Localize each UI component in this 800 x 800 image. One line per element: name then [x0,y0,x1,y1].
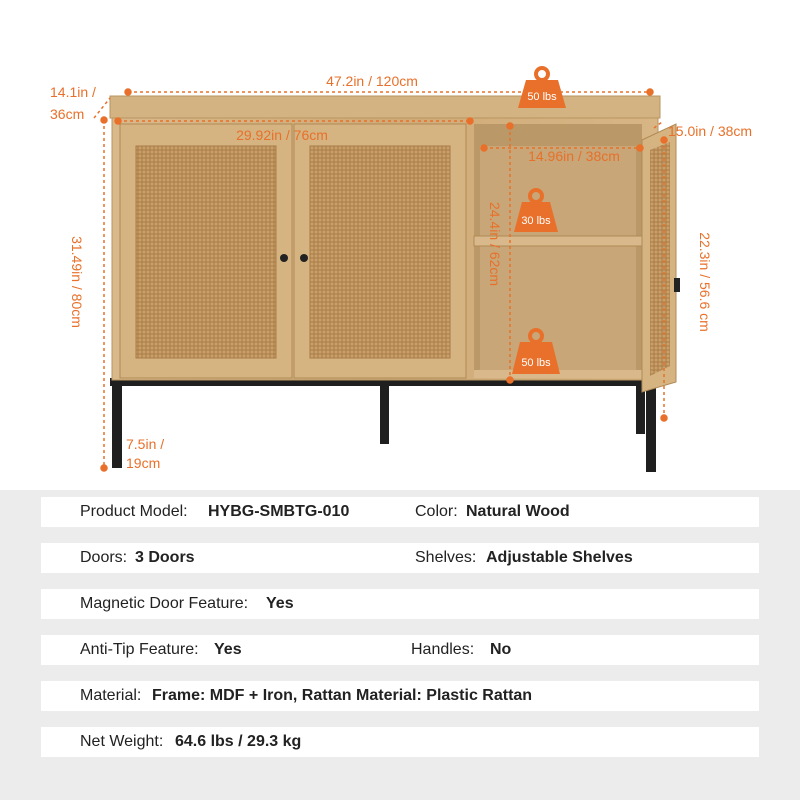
middle-door [294,124,466,378]
spec-label-2: Color: [415,503,458,520]
shelf-depth-outer-label: 15.0in / 38cm [668,123,753,139]
spec-label: Material: [80,687,142,704]
spec-value: Yes [214,641,242,658]
door-knob-right [300,254,308,262]
spec-value: HYBG-SMBTG-010 [208,503,350,520]
height-label: 31.49in / 80cm [69,236,85,328]
leg-height-label-line2: 19cm [126,455,161,471]
weight-icon-top [518,68,566,108]
spec-row-material [41,681,759,711]
cabinet-top [110,96,660,118]
interior-height-label: 24.4in / 62cm [487,201,503,287]
leg-height-label-line1: 7.5in / [126,436,165,452]
spec-value-2: Adjustable Shelves [486,549,633,566]
spec-row-doors [41,543,759,573]
spec-label-2: Handles: [411,641,475,658]
spec-row-anti-tip [41,635,759,665]
spec-value: 64.6 lbs / 29.3 kg [175,733,302,750]
spec-label: Magnetic Door Feature: [80,595,249,612]
spec-value-2: No [490,641,512,658]
depth-label-line1: 14.1in / [50,84,96,100]
door-height-label: 22.3in / 56.6 cm [697,232,713,332]
spec-label: Net Weight: [80,733,164,750]
spec-value-2: Natural Wood [466,503,570,520]
spec-row-magnetic [41,589,759,619]
spec-value: Frame: MDF + Iron, Rattan Material: Plastic Rattan [152,687,533,704]
spec-label: Doors: [80,549,128,566]
spec-row-weight [41,727,759,757]
open-door [642,124,680,392]
weight-label-shelf: 30 lbs [521,215,551,227]
weight-label-bottom: 50 lbs [521,357,551,369]
spec-label-2: Shelves: [415,549,477,566]
depth-label-line2: 36cm [50,106,85,122]
door-width-label: 29.92in / 76cm [236,127,328,143]
door-knob-left [280,254,288,262]
shelf-depth-inner-label: 14.96in / 38cm [528,148,620,164]
spec-value: Yes [266,595,294,612]
spec-label: Anti-Tip Feature: [80,641,199,658]
spec-row-model [41,497,759,527]
spec-value: 3 Doors [135,549,195,566]
left-door [120,124,292,378]
weight-label-top: 50 lbs [527,91,557,103]
width-label: 47.2in / 120cm [326,73,418,89]
spec-label: Product Model: [80,503,188,520]
metal-base [110,378,656,472]
